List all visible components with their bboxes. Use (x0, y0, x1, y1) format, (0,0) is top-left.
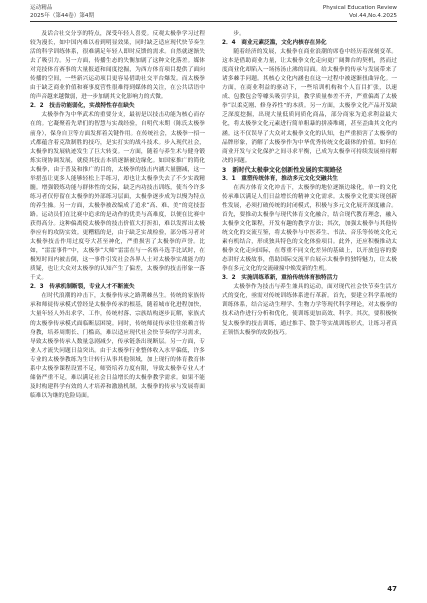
subsection-heading: 3．2 实施训练革新，重拾传统体育独特活力 (222, 275, 338, 282)
subsection-heading: 2．4 商业元素泛滥，文化内核存在异化 (222, 40, 327, 47)
subsection-heading: 2．3 传承机制断裂，专业人才不断流失 (30, 284, 135, 291)
body-paragraph: 随着经济的发展，太极拳在商业浪潮的席卷中经历着深刻变革。这本是借助商业力量，让太极拳文化走向更广阔舞台的契机，然而过度商业化却陷入一场扬汤止沸的局面。给太极拳的传承与发展带来了诸多棘手问题。其核心文化内涵也在这一过程中被逐渐扭曲异化。一方面，在商业利益的驱动下，一些培训机构和个人盲目扩张，以速成、包教包会等噱头吸引学员，教学质量参差不齐，严重偏离了太极拳“以柔克刚、修身养性”的本质。另一方面，太极拳文化产品开发缺乏深度挖掘，出现大量低质同质化商品，部分商家为追求利益最大化，将太极拳文化元素进行简单粗暴的拼凑堆砌，甚至歪曲其文化内涵。这不仅误导了大众对太极拳文化的认知，也严重损害了太极拳的品牌形象，消解了太极拳作为中华优秀传统文化载体的价值。如何在商业开发与文化保护之间寻求平衡，已成为太极拳可持续发展亟待解决的问题。 (222, 49, 397, 164)
body-paragraph: 太极拳作为中华武术的重要分支，最初是以技击功能为核心而存在的。它凝聚着先辈们的智慧与实战经验，自明代末期（陈氏太极拳前身），保身自卫等方面发挥着关键作用。在传统社会，太极拳一招一式都蕴含着克敌制胜的技巧，是实打实的战斗技术。步入现代社会，太极拳的发展轨迹发生了巨大转变。一方面，随着与养生术与健身锻炼实现协调发展，就使其技击本质逐渐被边缘化。如国家推广的简化太极拳，由于普及和推广的目的，太极拳的技击内涵大量删减，这一举措虽让更多人能够轻松上手练习，却也让太极拳失去了不少实战精髓。增强锻炼功能与群体性的交际，缺乏内功技击训练，使当今许多练习者仅停留在太极拳的外部练习层面，太极拳逐步成为以慢为特点的养生操。另一方面，太极拳被改编成了追求“高、难、美”的竞技套路。运动员们在比赛中追求的是动作的优美与高难度，以便在比赛中获得高分。这种偏离使太极拳的技击价值大打折扣，难以发挥出太极拳应有的攻防实效。更糟糕的是，由于缺乏实战检验，部分练习者对太极拳技击作用过度夸大甚至神化，严重损害了太极拳的声誉。比如，“雷雷事件”中，太极拳“大师”雷雷在与一名格斗选手比试时，在极短时间内被击倒，这一事件引发社会各界人士对太极拳实战能力的质疑，也让大众对太极拳的认知产生了偏差，太极拳的技击形象一落千丈。 (30, 112, 205, 282)
issue-cn: 2025年（第44卷）第4期 (30, 13, 95, 19)
section-heading: 3 新时代太极拳文化创新性发展的实现路径 (222, 166, 343, 174)
page-number: 47 (387, 585, 397, 593)
header-rule (30, 21, 397, 22)
body-paragraph: 在西方体育文化冲击下，太极拳的地位逐渐边缘化，单一的文化传承难以满足人们日益增长的精神文化需求。太极拳文化要实现创新性发展，必须打破传统的封闭模式，积极与多元文化展开深度融合。首先，要推动太极拳与现代体育文化融合，结合现代教育理念，融入太极拳文化课程，开发有趣的教学方法；其次，加强太极拳与其他传统文化的交流互鉴，将太极拳与中医养生、书法、音乐等传统文化元素有机结合，形成独具特色的文化体验项目。此外，还应积极推动太极拳文化走向国际，在尊重不同文化差异的基础上，以开放包容的姿态讲好太极故事，借助国际交流平台展示太极拳的独特魅力，让太极拳在多元文化的交流碰撞中焕发新的生机。 (222, 184, 397, 273)
right-column (222, 30, 397, 578)
subsection-heading: 3．1 重塑传统体育，推动多元文化交融共生 (222, 175, 338, 182)
body-paragraph: 在时代浪潮的冲击下，太极拳传承之路荆棘丛生。传统的家族传承和师徒传承模式曾经是太极拳传承的根基，随着城市化进程加快，大量年轻人外出求学、工作，传统村落、宗族结构逐步瓦解，家族式的太极拳传承模式面临断层困境。同时，传统师徒传承往往依赖言传身教，培养周期长、门槛高，难以适应现代社会快节奏的学习需求，导致太极拳传承人数量急剧减少，传承链条出现断层。另一方面，专业人才流失问题日益突出。由于太极拳行业整体收入水平偏低，许多专业的太极拳教练为生计转行从事其他领域，加上现行的体育教育体系中太极拳课程设置不足，师资培养力度有限，导致太极拳专业人才储备严重不足，难以满足社会日益增长的太极拳教学需求。如果不能及时构建科学有效的人才培养和激励机制，太极拳的传承与发展将面临难以为继的危险局面。 (30, 293, 205, 399)
journal-title-cn: 运动精品 (30, 5, 53, 11)
header-left (30, 4, 94, 20)
header-right (323, 4, 397, 20)
body-paragraph: 步。 (233, 31, 245, 37)
body-paragraph: 及话合社交分享的特点，深受年轻人喜爱。反观太极拳学习过程较为漫长，如中国内难以看到明显效果，同时缺乏适应现代快节奏生活的科学训练体系，很难满足年轻人即时反馈的需求。自然就逐渐失去了吸引力。另一方面，传播生态的失衡加剧了这种文化落差。媒体对竞技体育赛事的大量报道和闻度挖掘，为西方体育项目提供了面向传播的空间，一些新兴运动项目更容易借助社交平台爆发。而太极拳由于缺乏商业价值和赛事度营性很难得到媒体的关注，在公共话语中的声音越来越微弱，进一步加剧其文化影响力的式微。 (30, 31, 205, 101)
body-paragraph: 太极拳作为技击与养生兼具的运动，面对现代社会快节奏生活方式的变化，亟需对传统训练体系进行革新。首先，要建立科学系统的训练体系，结合运动生理学、生物力学等现代科学理论，对太极拳的技术动作进行分析和优化，使训练更加高效、科学。其次，要积极恢复太极拳的技击训练，通过推手、散手等实战训练形式，让练习者真正领悟太极拳的攻防技巧。 (222, 284, 397, 336)
running-header (30, 4, 397, 28)
left-column (30, 30, 205, 578)
subsection-heading: 2．2 技击功能弱化，实战特性存在缺失 (30, 103, 135, 110)
journal-title-en: Physical Education Review (322, 5, 397, 11)
issue-en: Vol.44,No.4.2025 (349, 13, 397, 19)
